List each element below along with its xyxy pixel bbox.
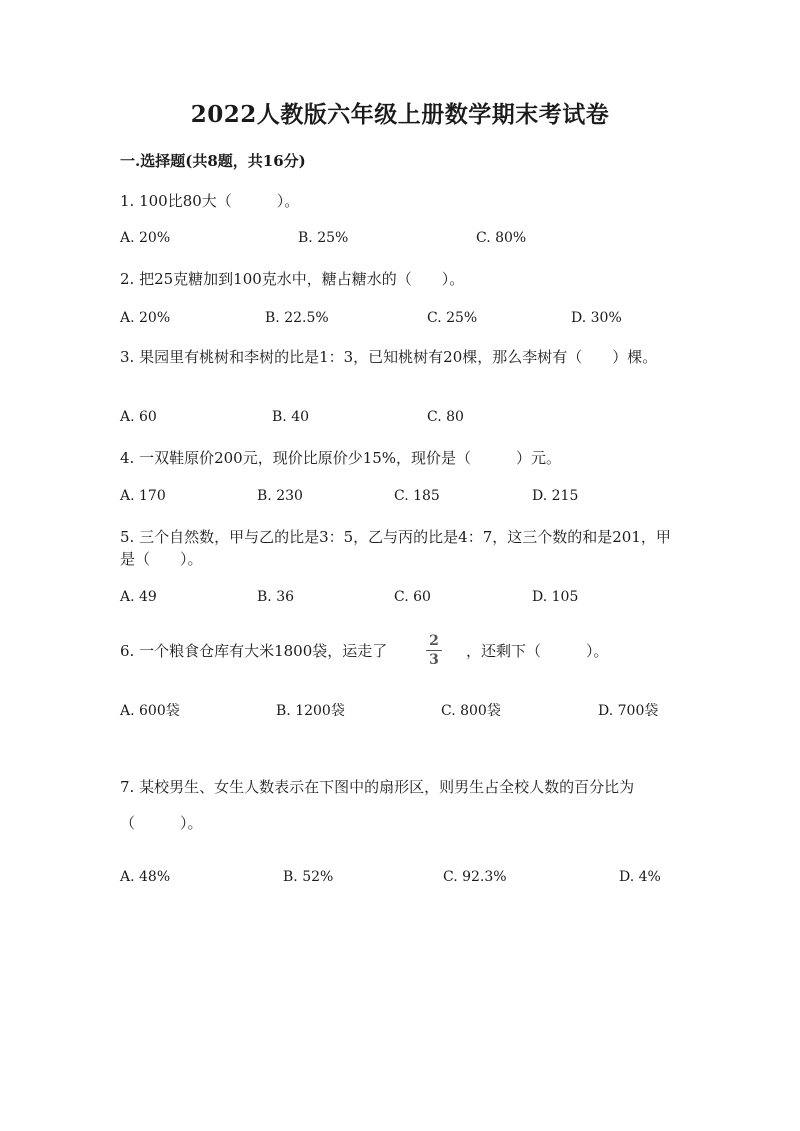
q2-option-d: D. 30% (571, 310, 622, 326)
question-stem-3: 3. 果园里有桃树和李树的比是1：3，已知桃树有20棵，那么李树有（ ）棵。 (120, 348, 658, 366)
question-stem-2: 2. 把25克糖加到100克水中，糖占糖水的（ ）。 (120, 270, 465, 288)
question-stem-1: 1. 100比80大（ ）。 (120, 192, 300, 210)
section-heading: 一.选择题(共8题，共16分) (120, 152, 306, 170)
q6-option-c: C. 800袋 (441, 703, 501, 719)
q7-option-d: D. 4% (619, 869, 661, 885)
question-stem-4: 4. 一双鞋原价200元，现价比原价少15%，现价是（ ）元。 (120, 449, 562, 467)
fraction-denominator: 3 (429, 652, 439, 668)
q4-option-c: C. 185 (394, 488, 440, 504)
q1-option-b: B. 25% (298, 230, 349, 246)
q5-option-d: D. 105 (532, 589, 579, 605)
q5-option-c: C. 60 (394, 589, 431, 605)
q1-option-a: A. 20% (120, 230, 171, 246)
question-stem-6-after: ，还剩下（ ）。 (466, 642, 609, 660)
q6-option-b: B. 1200袋 (276, 703, 345, 719)
fraction-bar (426, 650, 442, 651)
q3-option-c: C. 80 (427, 409, 464, 425)
fraction-two-thirds (424, 633, 444, 668)
q6-option-a: A. 600袋 (120, 703, 180, 719)
q5-option-b: B. 36 (257, 589, 295, 605)
question-stem-6: 6. 一个粮食仓库有大米1800袋，运走了 (120, 642, 388, 660)
q7-option-a: A. 48% (120, 869, 171, 885)
q5-option-a: A. 49 (120, 589, 157, 605)
q4-option-a: A. 170 (120, 488, 166, 504)
q4-option-d: D. 215 (532, 488, 579, 504)
q4-option-b: B. 230 (257, 488, 303, 504)
q3-option-a: A. 60 (120, 409, 157, 425)
fraction-numerator: 2 (429, 633, 439, 649)
page-title: 2022人教版六年级上册数学期末考试卷 (190, 101, 610, 128)
q2-option-c: C. 25% (427, 310, 478, 326)
q7-option-c: C. 92.3% (443, 869, 507, 885)
q2-option-b: B. 22.5% (265, 310, 329, 326)
q1-option-c: C. 80% (476, 230, 527, 246)
question-stem-7: 7. 某校男生、女生人数表示在下图中的扇形区，则男生占全校人数的百分比为 (120, 778, 635, 796)
q3-option-b: B. 40 (272, 409, 310, 425)
question-stem-7-line2: （ ）。 (120, 814, 203, 832)
question-stem-5: 5. 三个自然数，甲与乙的比是3：5，乙与丙的比是4：7，这三个数的和是201，甲是（ ）。 (120, 528, 671, 568)
q2-option-a: A. 20% (120, 310, 171, 326)
q7-option-b: B. 52% (283, 869, 334, 885)
q6-option-d: D. 700袋 (598, 703, 659, 719)
